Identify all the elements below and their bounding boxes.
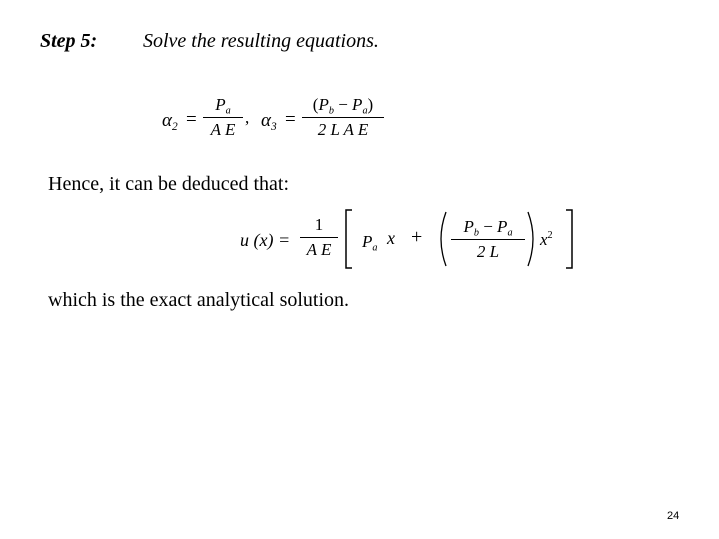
page-number: 24 <box>667 510 680 522</box>
right-square-bracket <box>566 210 572 268</box>
alpha2-symbol: $\alpha_2$ <box>162 110 178 133</box>
comma: , <box>245 108 250 127</box>
right-parenthesis <box>528 212 533 266</box>
alpha2-equals: = <box>186 109 197 130</box>
x-term: x <box>387 228 395 248</box>
left-parenthesis <box>441 212 446 266</box>
left-square-bracket <box>346 210 352 268</box>
alpha3-equals: = <box>285 109 296 130</box>
conclusion-text: which is the exact analytical solution. <box>48 289 350 311</box>
pa-term: $P_a$ <box>362 232 378 254</box>
alpha2-numerator: $P_a$ <box>215 95 231 117</box>
u-of-x-lhs: u (x) = <box>240 230 291 250</box>
alpha2-denominator: A E <box>210 120 236 139</box>
hence-text: Hence, it can be deduced that: <box>48 173 289 195</box>
coefficient-denominator: A E <box>306 240 332 259</box>
alpha3-denominator: 2 L A E <box>317 120 369 139</box>
pressure-denominator: 2 L <box>476 242 500 261</box>
alpha3-numerator: $(P_b - P_a)$ <box>312 95 374 117</box>
coefficient-numerator: 1 <box>314 215 324 234</box>
pressure-fraction <box>451 217 525 262</box>
step-title: Solve the resulting equations. <box>143 30 379 52</box>
x-squared: $x^2$ <box>540 229 553 249</box>
step-label: Step 5: <box>40 30 98 52</box>
fraction-bar <box>451 239 525 240</box>
pressure-numerator: $P_b - P_a$ <box>463 217 513 239</box>
plus-sign: + <box>411 226 423 248</box>
alpha3-symbol: $\alpha_3$ <box>261 110 277 133</box>
